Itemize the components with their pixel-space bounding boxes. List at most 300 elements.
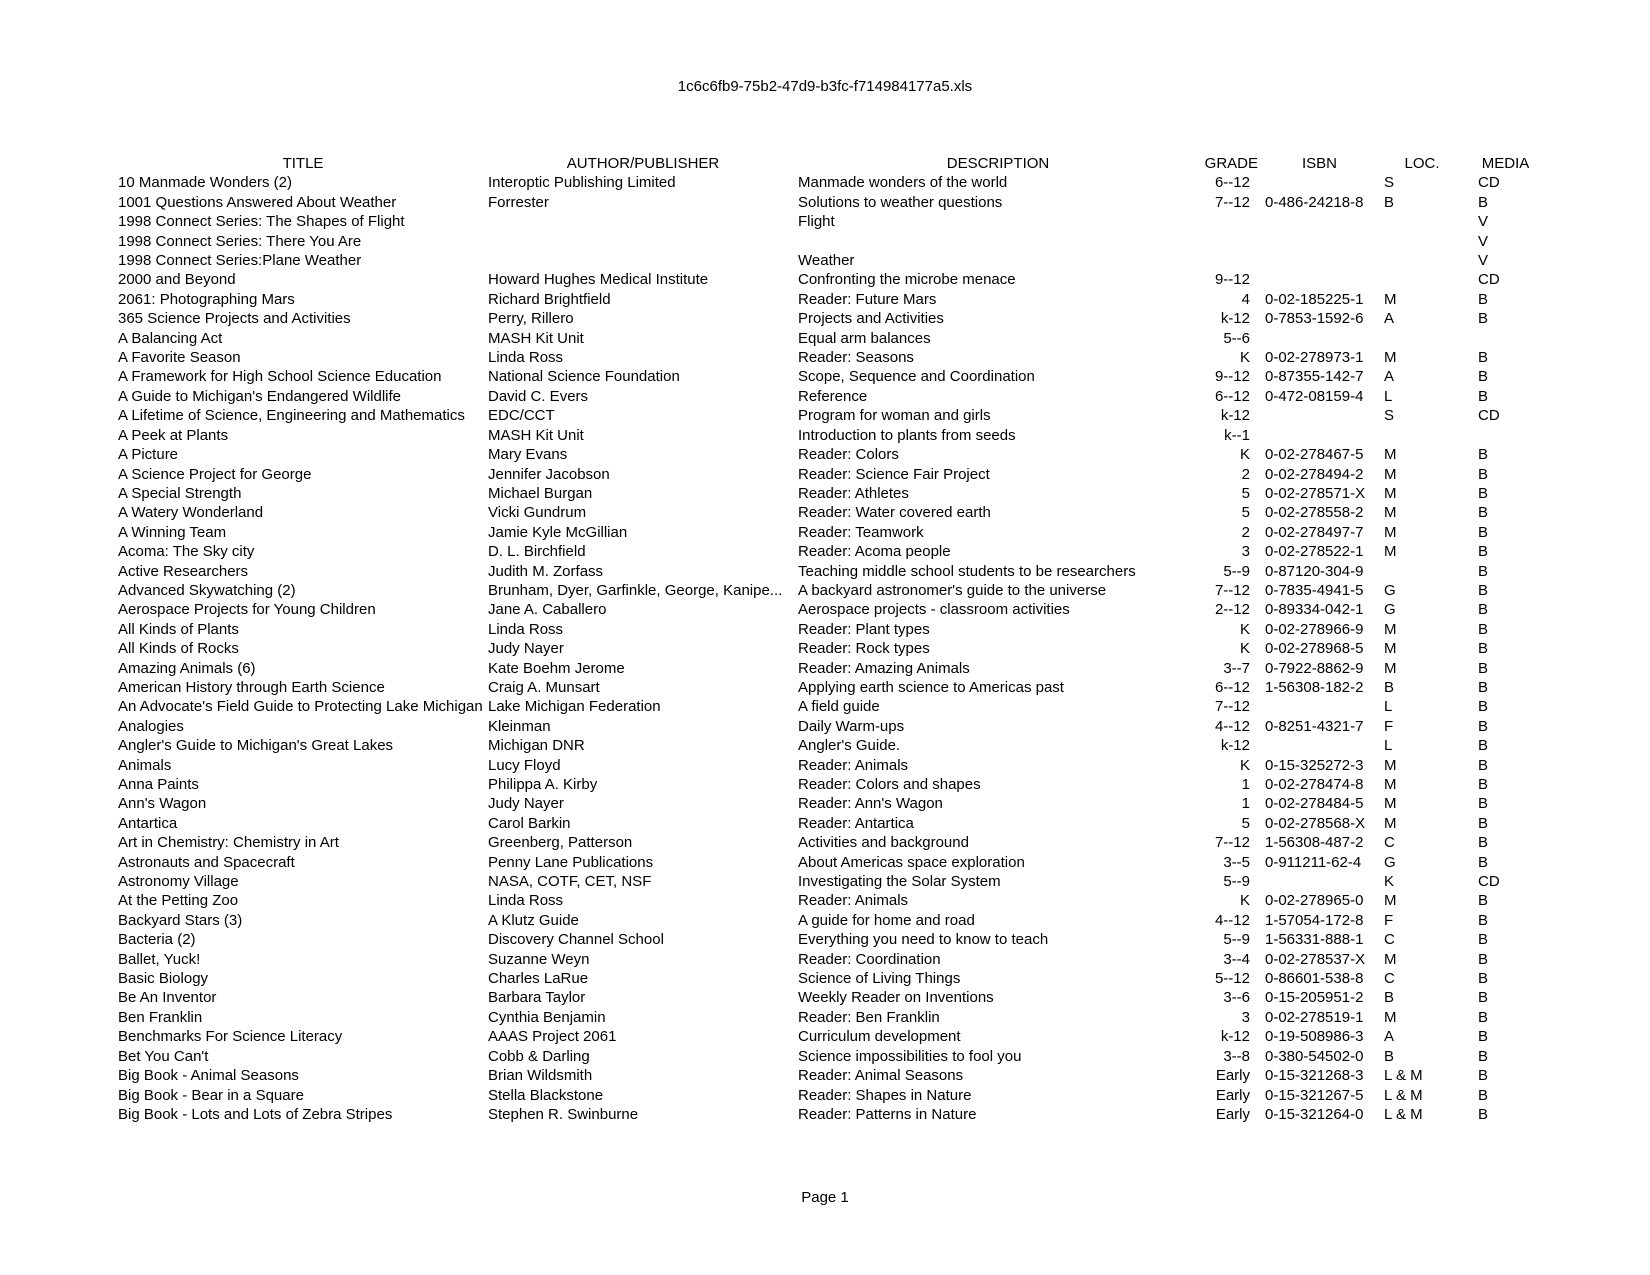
cell-description: Aerospace projects - classroom activities <box>798 601 1070 619</box>
cell-isbn <box>1258 697 1381 716</box>
cell-title: A Peek at Plants <box>118 426 229 444</box>
cell-title: Acoma: The Sky city <box>118 543 255 561</box>
cell-isbn: 0-86601-538-8 <box>1265 970 1364 988</box>
cell-author: Brunham, Dyer, Garfinkle, George, Kanipe... <box>488 581 783 599</box>
cell-title: A Picture <box>118 446 179 464</box>
cell-isbn <box>1258 173 1381 192</box>
table-row <box>118 833 1548 852</box>
table-row <box>118 891 1548 910</box>
cell-title: Astronomy Village <box>118 873 239 891</box>
cell-media: CD <box>1478 271 1500 289</box>
cell-grade: K <box>1239 756 1250 774</box>
cell-description: Reader: Future Mars <box>798 290 937 308</box>
cell-author <box>488 212 798 231</box>
table-row <box>118 387 1548 406</box>
cell-isbn: 0-02-185225-1 <box>1265 290 1364 308</box>
cell-isbn: 0-02-278484-5 <box>1265 795 1364 813</box>
cell-isbn <box>1258 232 1381 251</box>
cell-grade: 6--12 <box>1214 174 1250 192</box>
cell-loc: M <box>1384 950 1397 968</box>
cell-title: Backyard Stars (3) <box>118 911 243 929</box>
cell-media: B <box>1478 581 1489 599</box>
cell-isbn: 0-02-278522-1 <box>1265 543 1364 561</box>
cell-description: Reader: Animals <box>798 756 909 774</box>
cell-grade: 3--8 <box>1223 1047 1250 1065</box>
table-row <box>118 659 1548 678</box>
cell-description: Reader: Ben Franklin <box>798 1008 940 1026</box>
cell-grade: 7--12 <box>1214 581 1250 599</box>
cell-grade: 4 <box>1241 290 1250 308</box>
cell-author: Philippa A. Kirby <box>488 776 598 793</box>
cell-isbn: 0-15-325272-3 <box>1265 756 1364 774</box>
cell-media: B <box>1478 678 1489 696</box>
cell-loc: S <box>1384 174 1395 192</box>
cell-loc: C <box>1384 931 1395 949</box>
cell-media: B <box>1478 620 1489 638</box>
cell-isbn: 0-7922-8862-9 <box>1265 659 1364 677</box>
cell-author: Brian Wildsmith <box>488 1067 593 1085</box>
table-row <box>118 697 1548 716</box>
header-loc: LOC. <box>1404 155 1440 172</box>
cell-loc: M <box>1384 776 1397 793</box>
cell-description: Scope, Sequence and Coordination <box>798 368 1035 386</box>
table-row <box>118 736 1548 755</box>
cell-author: Kleinman <box>488 717 551 735</box>
cell-loc <box>1381 232 1463 251</box>
cell-media: B <box>1478 543 1489 561</box>
table-row <box>118 930 1548 949</box>
cell-description: A backyard astronomer's guide to the universe <box>798 581 1107 599</box>
cell-title: 10 Manmade Wonders (2) <box>118 174 292 192</box>
cell-loc: L <box>1384 737 1393 755</box>
cell-author: AAAS Project 2061 <box>488 1028 617 1046</box>
table-row <box>118 678 1548 697</box>
cell-title: A Science Project for George <box>118 465 312 483</box>
cell-media: B <box>1478 950 1489 968</box>
cell-author: Linda Ross <box>488 349 564 367</box>
cell-media: B <box>1478 387 1489 405</box>
cell-title: Bet You Can't <box>118 1047 209 1065</box>
table-row <box>118 872 1548 891</box>
cell-author: Penny Lane Publications <box>488 853 654 871</box>
cell-grade: 3--7 <box>1223 659 1250 677</box>
cell-grade: 4--12 <box>1214 911 1250 929</box>
cell-author: A Klutz Guide <box>488 911 579 929</box>
cell-author: Greenberg, Patterson <box>488 834 633 852</box>
cell-author: Stephen R. Swinburne <box>488 1105 639 1123</box>
cell-loc: B <box>1384 678 1395 696</box>
cell-title: Anna Paints <box>118 776 199 793</box>
cell-title: All Kinds of Plants <box>118 620 239 638</box>
cell-description: Reader: Science Fair Project <box>798 465 990 483</box>
cell-isbn: 0-8251-4321-7 <box>1265 717 1364 735</box>
cell-title: American History through Earth Science <box>118 678 385 696</box>
cell-title: Astronauts and Spacecraft <box>118 853 295 871</box>
cell-author: David C. Evers <box>488 387 589 405</box>
cell-title: Animals <box>118 756 172 774</box>
cell-title: Ballet, Yuck! <box>118 950 201 968</box>
cell-isbn: 0-02-278467-5 <box>1265 446 1364 464</box>
cell-title: Ben Franklin <box>118 1008 203 1026</box>
cell-grade: Early <box>1215 1105 1250 1123</box>
cell-author: Barbara Taylor <box>488 989 586 1007</box>
cell-media: B <box>1478 737 1489 755</box>
cell-loc: M <box>1384 446 1397 464</box>
cell-grade: K <box>1239 620 1250 638</box>
cell-loc: S <box>1384 407 1395 425</box>
cell-loc: G <box>1384 601 1396 619</box>
cell-media: B <box>1478 640 1489 658</box>
cell-loc: M <box>1384 620 1397 638</box>
table-row <box>118 1047 1548 1066</box>
table-row <box>118 639 1548 658</box>
cell-media: B <box>1478 1047 1489 1065</box>
page-number: Page 1 <box>801 1189 849 1206</box>
cell-title: 1998 Connect Series:Plane Weather <box>118 252 362 270</box>
cell-author: Forrester <box>488 193 549 211</box>
cell-grade: 6--12 <box>1214 678 1250 696</box>
cell-grade: 7--12 <box>1214 698 1250 716</box>
table-row <box>118 853 1548 872</box>
cell-media: B <box>1478 504 1489 522</box>
cell-author: Charles LaRue <box>488 970 589 988</box>
cell-grade <box>1198 232 1258 251</box>
cell-isbn <box>1258 251 1381 270</box>
cell-author: Cynthia Benjamin <box>488 1008 606 1026</box>
cell-loc: M <box>1384 484 1397 502</box>
header-media: MEDIA <box>1481 155 1530 172</box>
cell-title: 2000 and Beyond <box>118 271 236 289</box>
cell-title: A Winning Team <box>118 523 227 541</box>
cell-title: A Guide to Michigan's Endangered Wildlife <box>118 387 402 405</box>
cell-loc: M <box>1384 1008 1397 1026</box>
cell-loc: K <box>1384 873 1395 891</box>
cell-grade: 2--12 <box>1214 601 1250 619</box>
cell-media: B <box>1478 698 1489 716</box>
cell-author: D. L. Birchfield <box>488 543 586 561</box>
cell-author: Richard Brightfield <box>488 290 611 308</box>
cell-description: Reader: Animal Seasons <box>798 1067 964 1085</box>
table-row <box>118 270 1548 289</box>
cell-grade: K <box>1239 349 1250 367</box>
cell-isbn: 0-911211-62-4 <box>1265 853 1362 871</box>
cell-description: Reader: Seasons <box>798 349 914 367</box>
table-row <box>118 988 1548 1007</box>
cell-isbn: 0-486-24218-8 <box>1265 193 1364 211</box>
table-row <box>118 348 1548 367</box>
cell-isbn: 0-7835-4941-5 <box>1265 581 1364 599</box>
cell-media: B <box>1478 310 1489 328</box>
cell-grade: 7--12 <box>1214 193 1250 211</box>
table-row <box>118 1105 1548 1124</box>
cell-title: Big Book - Bear in a Square <box>118 1086 304 1104</box>
cell-media: B <box>1478 795 1489 813</box>
table-row <box>118 950 1548 969</box>
cell-grade: Early <box>1215 1067 1250 1085</box>
cell-description: Weekly Reader on Inventions <box>798 989 994 1007</box>
cell-title: Amazing Animals (6) <box>118 659 256 677</box>
cell-author: National Science Foundation <box>488 368 680 386</box>
cell-loc: M <box>1384 814 1397 832</box>
cell-description: Equal arm balances <box>798 329 931 347</box>
cell-title: Ann's Wagon <box>118 795 207 813</box>
cell-author: Kate Boehm Jerome <box>488 659 625 677</box>
cell-author <box>488 251 798 270</box>
cell-description: Everything you need to know to teach <box>798 931 1049 949</box>
cell-isbn: 0-02-278966-9 <box>1265 620 1364 638</box>
cell-isbn: 0-15-321268-3 <box>1265 1067 1364 1085</box>
cell-author: Judy Nayer <box>488 640 564 658</box>
cell-grade: 9--12 <box>1214 271 1250 289</box>
cell-loc: M <box>1384 504 1397 522</box>
table-row <box>118 503 1548 522</box>
cell-grade: K <box>1239 892 1250 910</box>
cell-loc: M <box>1384 349 1397 367</box>
cell-loc: B <box>1384 1047 1395 1065</box>
cell-title: Big Book - Lots and Lots of Zebra Stripes <box>118 1105 393 1123</box>
cell-media: V <box>1478 213 1489 231</box>
cell-media: CD <box>1478 407 1500 425</box>
table-row <box>118 290 1548 309</box>
cell-description: Reader: Rock types <box>798 640 930 658</box>
table-body <box>118 173 1548 1124</box>
cell-description: Reader: Colors <box>798 446 899 464</box>
cell-author: Lake Michigan Federation <box>488 698 661 716</box>
cell-description: Weather <box>798 252 855 270</box>
cell-isbn: 1-57054-172-8 <box>1265 911 1364 929</box>
cell-title: A Lifetime of Science, Engineering and Mathematics <box>118 407 465 425</box>
cell-description: Reader: Animals <box>798 892 909 910</box>
cell-loc: L & M <box>1384 1086 1423 1104</box>
table-row <box>118 251 1548 270</box>
table-header-row <box>118 154 1548 173</box>
header-isbn: ISBN <box>1301 155 1337 172</box>
cell-media: B <box>1478 892 1489 910</box>
cell-media: B <box>1478 659 1489 677</box>
cell-grade: K <box>1239 446 1250 464</box>
cell-loc: M <box>1384 465 1397 483</box>
cell-isbn: 0-02-278519-1 <box>1265 1008 1364 1026</box>
cell-title: A Balancing Act <box>118 329 223 347</box>
cell-isbn: 0-02-278568-X <box>1265 814 1366 832</box>
table-row <box>118 542 1548 561</box>
cell-grade: k-12 <box>1220 310 1250 328</box>
cell-media: B <box>1478 756 1489 774</box>
cell-grade: 5--9 <box>1223 931 1250 949</box>
cell-title: 1001 Questions Answered About Weather <box>118 193 397 211</box>
cell-media: B <box>1478 523 1489 541</box>
cell-title: An Advocate's Field Guide to Protecting Lake Michigan <box>118 698 483 716</box>
cell-grade: 7--12 <box>1214 834 1250 852</box>
cell-media <box>1463 329 1548 348</box>
cell-grade: 5 <box>1241 504 1250 522</box>
table-row <box>118 775 1548 794</box>
cell-title: Advanced Skywatching (2) <box>118 581 296 599</box>
cell-isbn: 0-15-205951-2 <box>1265 989 1364 1007</box>
cell-description: Reader: Ann's Wagon <box>798 795 943 813</box>
cell-isbn: 0-19-508986-3 <box>1265 1028 1364 1046</box>
cell-isbn: 0-02-278965-0 <box>1265 892 1364 910</box>
cell-grade: 5 <box>1241 484 1250 502</box>
cell-isbn: 0-02-278973-1 <box>1265 349 1364 367</box>
cell-author: MASH Kit Unit <box>488 329 584 347</box>
cell-title: A Framework for High School Science Education <box>118 368 442 386</box>
cell-description: Solutions to weather questions <box>798 193 1003 211</box>
cell-author: Mary Evans <box>488 446 568 464</box>
cell-grade: 3--6 <box>1223 989 1250 1007</box>
cell-title: Active Researchers <box>118 562 249 580</box>
cell-author: Interoptic Publishing Limited <box>488 174 676 192</box>
cell-description: Applying earth science to Americas past <box>798 678 1064 696</box>
cell-description: Reader: Plant types <box>798 620 930 638</box>
cell-media <box>1463 426 1548 445</box>
cell-author <box>488 232 798 251</box>
cell-author: MASH Kit Unit <box>488 426 584 444</box>
cell-loc: M <box>1384 543 1397 561</box>
cell-grade: 3 <box>1241 1008 1250 1026</box>
cell-media: B <box>1478 1008 1489 1026</box>
cell-media: B <box>1478 446 1489 464</box>
cell-media: B <box>1478 562 1489 580</box>
cell-description: Reader: Colors and shapes <box>798 776 981 793</box>
table-row <box>118 1086 1548 1105</box>
cell-author: Perry, Rillero <box>488 310 574 328</box>
cell-grade: k-12 <box>1220 737 1250 755</box>
cell-grade: k-12 <box>1220 1028 1250 1046</box>
cell-title: Analogies <box>118 717 184 735</box>
cell-author: Carol Barkin <box>488 814 571 832</box>
cell-author: Michigan DNR <box>488 737 585 755</box>
cell-author: EDC/CCT <box>488 407 555 425</box>
cell-media: B <box>1478 368 1489 386</box>
table-row <box>118 426 1548 445</box>
cell-media: CD <box>1478 174 1500 192</box>
cell-author: Linda Ross <box>488 620 564 638</box>
cell-loc <box>1381 426 1463 445</box>
cell-loc: C <box>1384 970 1395 988</box>
table-row <box>118 406 1548 425</box>
cell-title: A Favorite Season <box>118 349 241 367</box>
cell-isbn <box>1258 212 1381 231</box>
cell-isbn <box>1258 270 1381 289</box>
table-row <box>118 193 1548 212</box>
cell-media: B <box>1478 349 1489 367</box>
cell-grade <box>1198 212 1258 231</box>
cell-title: Aerospace Projects for Young Children <box>118 601 376 619</box>
cell-loc: L & M <box>1384 1105 1423 1123</box>
cell-loc: F <box>1384 911 1394 929</box>
cell-description: Daily Warm-ups <box>798 717 905 735</box>
cell-title: All Kinds of Rocks <box>118 640 239 658</box>
cell-isbn: 0-87355-142-7 <box>1265 368 1364 386</box>
table-row <box>118 465 1548 484</box>
cell-title: A Watery Wonderland <box>118 504 264 522</box>
cell-author: Linda Ross <box>488 892 564 910</box>
cell-media: B <box>1478 290 1489 308</box>
table-row <box>118 484 1548 503</box>
cell-description: Program for woman and girls <box>798 407 991 425</box>
cell-loc: C <box>1384 834 1395 852</box>
cell-media: B <box>1478 931 1489 949</box>
cell-loc: B <box>1384 989 1395 1007</box>
cell-description: Introduction to plants from seeds <box>798 426 1016 444</box>
table-row <box>118 367 1548 386</box>
table-row <box>118 794 1548 813</box>
table-row <box>118 969 1548 988</box>
cell-grade: 5--12 <box>1214 970 1250 988</box>
cell-author: Suzanne Weyn <box>488 950 590 968</box>
cell-media: B <box>1478 193 1489 211</box>
cell-loc <box>1381 212 1463 231</box>
cell-isbn: 0-89334-042-1 <box>1265 601 1364 619</box>
cell-loc: F <box>1384 717 1394 735</box>
cell-grade: 9--12 <box>1214 368 1250 386</box>
cell-description: Confronting the microbe menace <box>798 271 1016 289</box>
cell-media: B <box>1478 989 1489 1007</box>
cell-author: Lucy Floyd <box>488 756 561 774</box>
cell-description: Curriculum development <box>798 1028 961 1046</box>
table-row <box>118 232 1548 251</box>
cell-description: A guide for home and road <box>798 911 975 929</box>
cell-isbn: 0-02-278494-2 <box>1265 465 1364 483</box>
cell-loc: M <box>1384 290 1397 308</box>
cell-loc: G <box>1384 853 1396 871</box>
cell-loc: L <box>1384 387 1393 405</box>
cell-media: B <box>1478 1086 1489 1104</box>
cell-grade: 5 <box>1241 814 1250 832</box>
table-row <box>118 445 1548 464</box>
cell-loc: M <box>1384 523 1397 541</box>
cell-title: Antartica <box>118 814 178 832</box>
cell-loc <box>1381 562 1463 581</box>
table-row <box>118 1027 1548 1046</box>
table-row <box>118 309 1548 328</box>
cell-grade: 1 <box>1241 776 1250 793</box>
table-row <box>118 911 1548 930</box>
cell-loc <box>1381 251 1463 270</box>
cell-description: Activities and background <box>798 834 969 852</box>
cell-media: B <box>1478 834 1489 852</box>
cell-loc: M <box>1384 640 1397 658</box>
cell-loc: A <box>1384 368 1395 386</box>
cell-media: B <box>1478 911 1489 929</box>
cell-grade: Early <box>1215 1086 1250 1104</box>
cell-grade: 5--9 <box>1223 873 1250 891</box>
cell-author: Jennifer Jacobson <box>488 465 610 483</box>
cell-isbn: 0-15-321264-0 <box>1265 1105 1364 1123</box>
cell-media: B <box>1478 970 1489 988</box>
cell-grade: 3--4 <box>1223 950 1250 968</box>
cell-isbn: 0-02-278537-X <box>1265 950 1366 968</box>
cell-grade: 5--6 <box>1223 329 1250 347</box>
cell-title: 1998 Connect Series: The Shapes of Flight <box>118 213 405 231</box>
cell-author: Vicki Gundrum <box>488 504 587 522</box>
cell-isbn <box>1258 329 1381 348</box>
cell-media: B <box>1478 465 1489 483</box>
cell-grade: 3--5 <box>1223 853 1250 871</box>
cell-loc: A <box>1384 310 1395 328</box>
cell-media: V <box>1478 232 1489 250</box>
cell-isbn: 0-472-08159-4 <box>1265 387 1364 405</box>
cell-author: NASA, COTF, CET, NSF <box>488 873 652 891</box>
cell-grade: 6--12 <box>1214 387 1250 405</box>
header-grade: GRADE <box>1204 155 1258 172</box>
cell-loc <box>1381 270 1463 289</box>
cell-description: Manmade wonders of the world <box>798 174 1008 192</box>
cell-description: A field guide <box>798 698 880 716</box>
cell-title: Be An Inventor <box>118 989 217 1007</box>
cell-author: Judy Nayer <box>488 795 564 813</box>
